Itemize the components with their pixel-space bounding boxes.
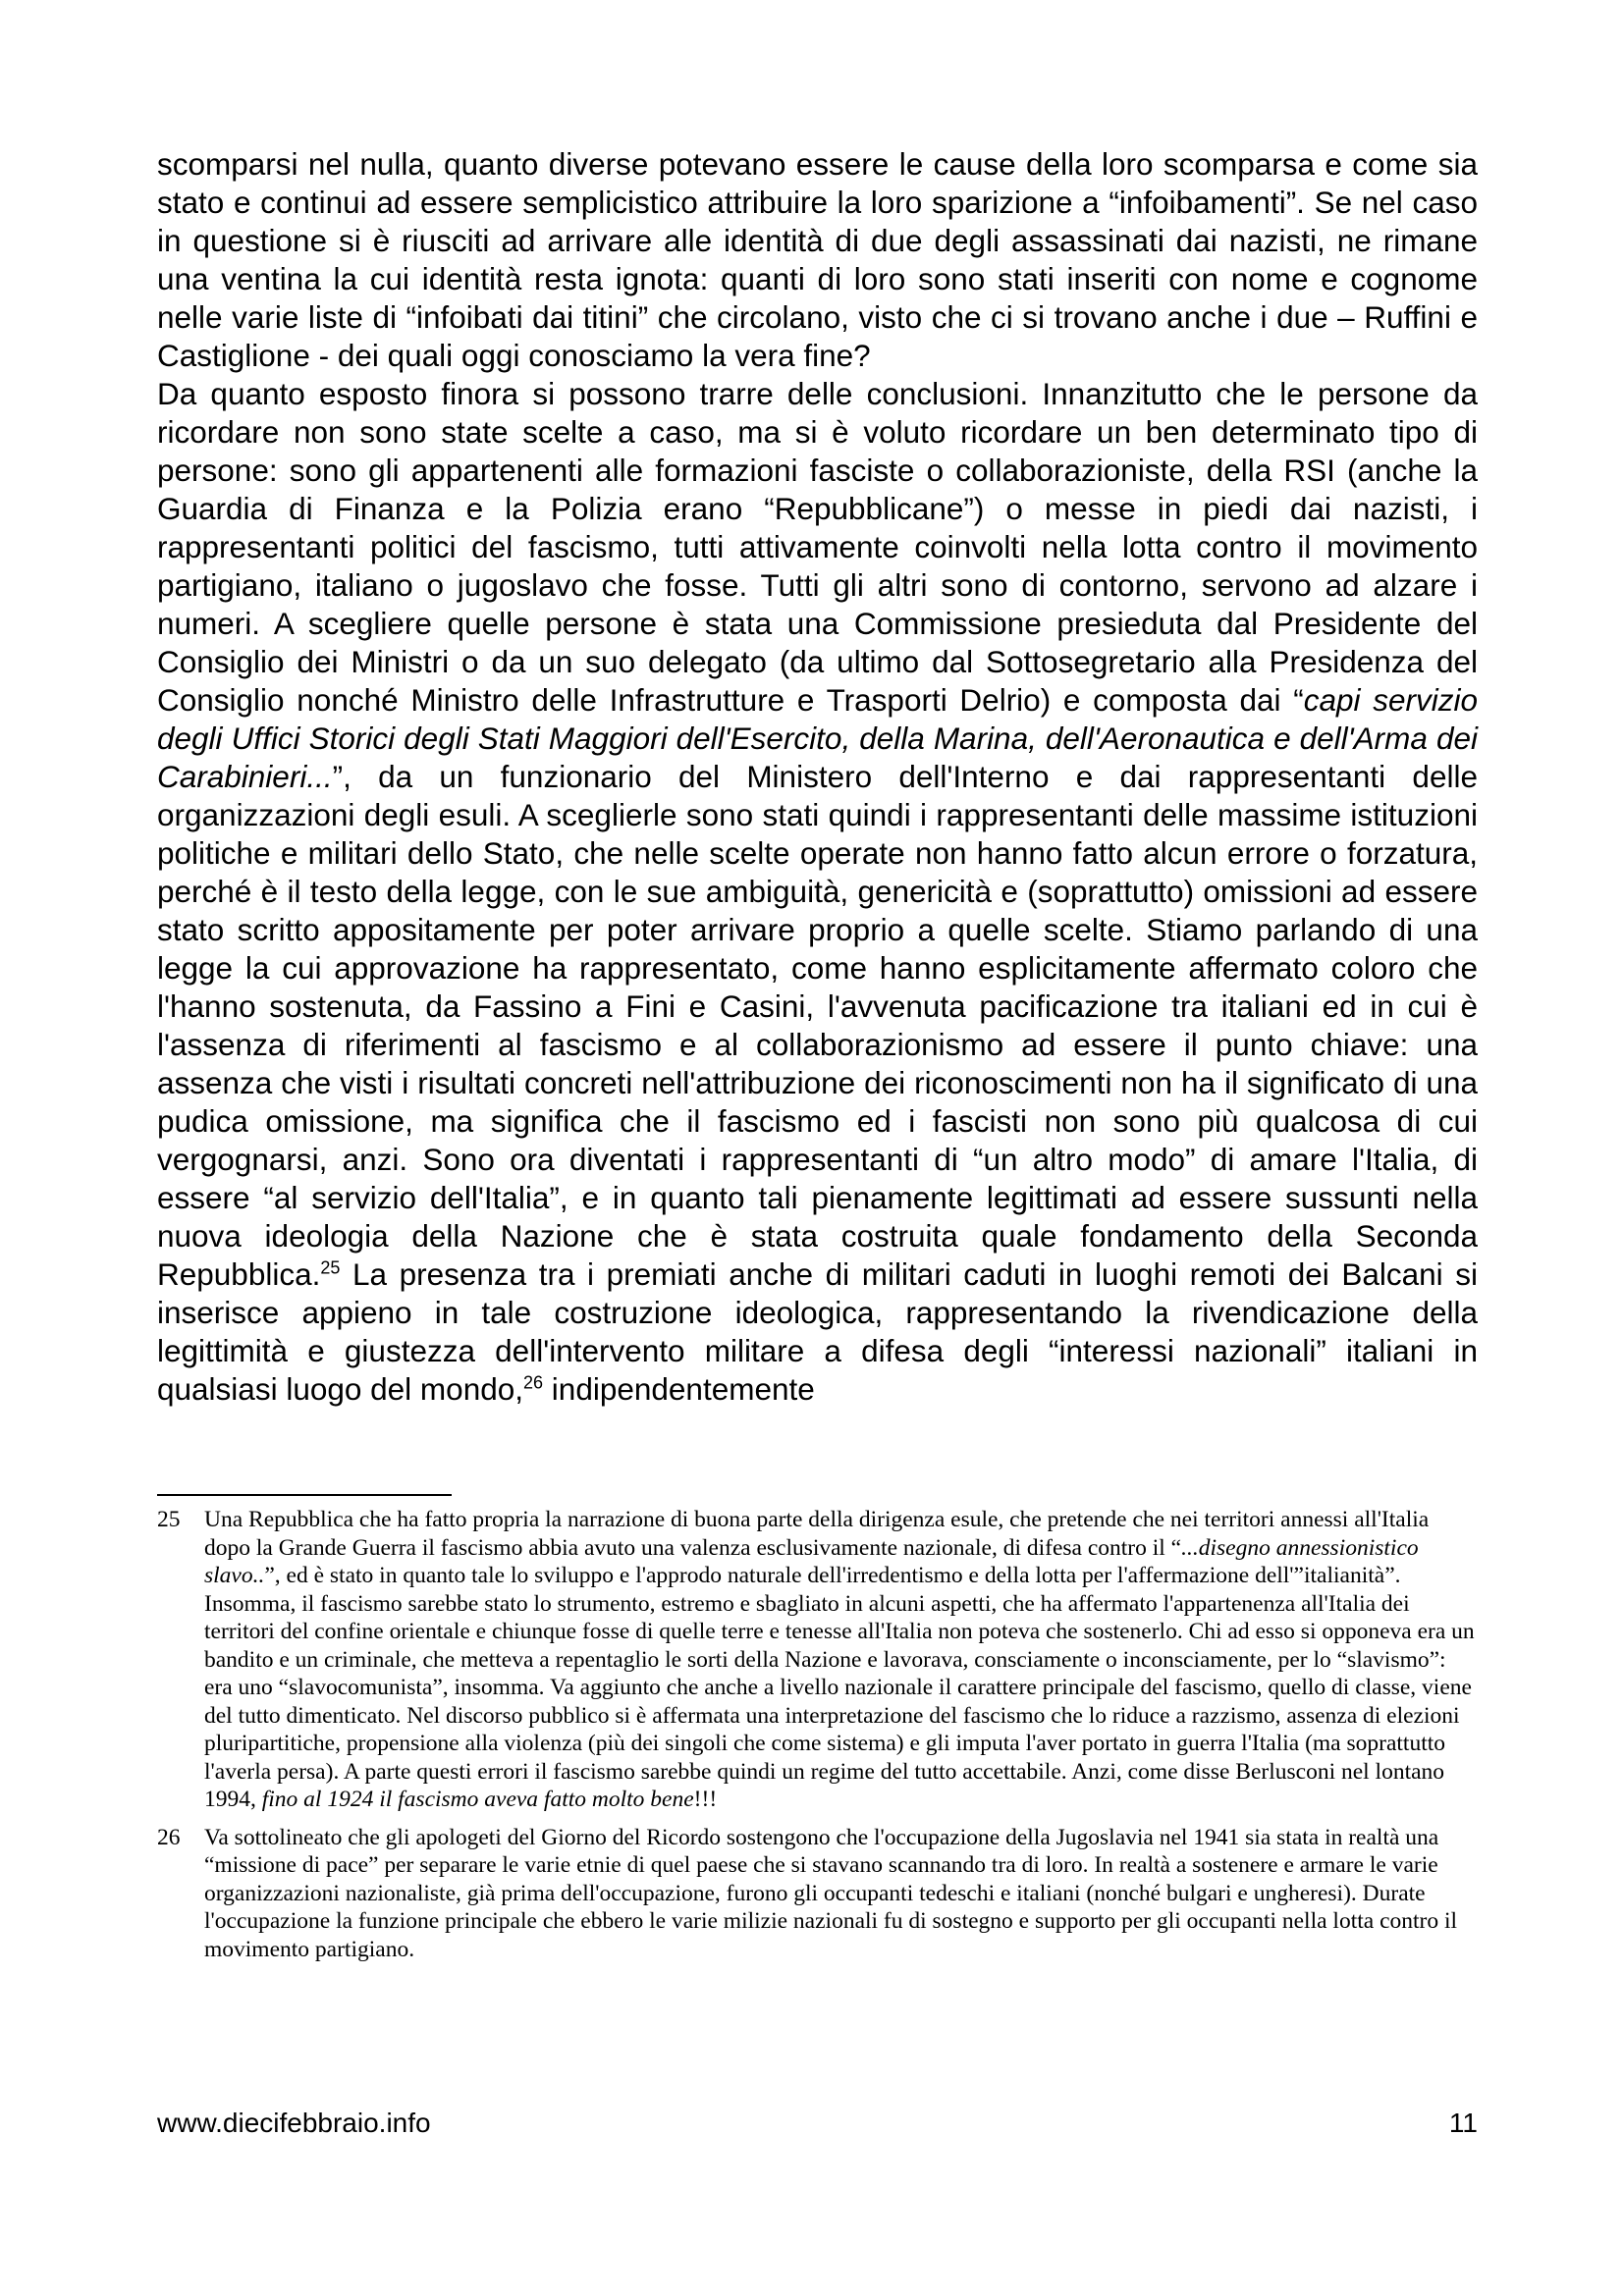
footnote-25-part-c: !!!	[693, 1787, 718, 1812]
paragraph-2-part-c: La presenza tra i premiati anche di militari caduti in luoghi remoti dei Balcani si inserisce appieno in tale costruzione ideologica, rappresentando la rivendicazione della legittimità e giustezza dell'intervento militare a difesa degli “interessi nazionali” italiani in qualsiasi luogo del mondo,	[157, 1256, 1478, 1407]
footnote-25-part-a: Una Repubblica che ha fatto propria la narrazione di buona parte della dirigenza esule, che pretende che nei territori annessi all'Italia dopo la Grande Guerra il fascismo abbia avuto una valenza esclusivamente nazionale, di difesa contro il “	[204, 1507, 1430, 1561]
paragraph-2-part-a: Da quanto esposto finora si possono trarre delle conclusioni. Innanzitutto che le persone da ricordare non sono state scelte a caso, ma si è voluto ricordare un ben determinato tipo di persone: sono gli appartenenti alle formazioni fasciste o collaborazioniste, della RSI (anche la Guardia di Finanza e la Polizia erano “Repubblicane”) o messe in piedi dai nazisti, i rappresentanti politici del fascismo, tutti attivamente coinvolti nella lotta contro il movimento partigiano, italiano o jugoslavo che fosse. Tutti gli altri sono di contorno, servono ad alzare i numeri. A scegliere quelle persone è stata una Commissione presieduta dal Presidente del Consiglio dei Ministri o da un suo delegato (da ultimo dal Sottosegretario alla Presidenza del Consiglio nonché Ministro delle Infrastrutture e Trasporti Delrio) e composta dai “	[157, 376, 1478, 718]
footnote-number: 26	[157, 1824, 181, 1850]
page-number: 11	[1448, 2108, 1478, 2138]
footnote-25-berlusconi-quote: fino al 1924 il fascismo aveva fatto molto bene	[261, 1787, 694, 1812]
footnote-text	[204, 1506, 1478, 1814]
quoted-commission-members: capi servizio degli Uffici Storici degli Stati Maggiori dell'Esercito, della Marina, dell'Aeronautica e dell'Arma dei Carabinieri...	[157, 682, 1478, 794]
footnote-number: 25	[157, 1507, 181, 1532]
footnote-ref-26[interactable]: 26	[523, 1372, 544, 1393]
footnote-25-part-b: ”, ed è stato in quanto tale lo sviluppo e l'approdo naturale dell'irredentismo e della lotta per l'affermazione dell'”italianità”. Insomma, il fascismo sarebbe stato lo strumento, estremo e sbagliato in alcuni aspetti, che ha affermato l'appartenenza all'Italia dei territori del confine orientale e chiunque fosse di quelle terre e tenesse all'Italia non poteva che sostenerlo. Chi ad esso si opponeva era un bandito e un criminale, che metteva a repentaglio le sorti della Nazione e lavorava, consciamente o inconsciamente, per lo “slavismo”: era uno “slavocomunista”, insomma. Va aggiunto che anche a livello nazionale il carattere principale del fascismo, quello di classe, viene del tutto dimenticato. Nel discorso pubblico si è affermata una interpretazione del fascismo che lo riduce a razzismo, assenza di elezioni pluripartitiche, propensione alla violenza (più dei singoli che come sistema) e gli imputa l'aver portato in guerra l'Italia (ma soprattutto l'averla persa). A parte questi errori il fascismo sarebbe quindi un regime del tutto accettabile. Anzi, come disse Berlusconi nel lontano 1994,	[204, 1563, 1475, 1812]
footer-website-link[interactable]: www.diecifebbraio.info	[157, 2108, 431, 2138]
footnotes	[157, 1506, 1478, 1973]
footnote-25	[157, 1506, 1478, 1814]
paragraph-2-part-b: ”, da un funzionario del Ministero dell'Interno e dai rappresentanti delle organizzazioni degli esuli. A sceglierle sono stati quindi i rappresentanti delle massime istituzioni politiche e militari dello Stato, che nelle scelte operate non hanno fatto alcun errore o forzatura, perché è il testo della legge, con le sue ambiguità, genericità e (soprattutto) omissioni ad essere stato scritto appositamente per poter arrivare proprio a quelle scelte. Stiamo parlando di una legge la cui approvazione ha rappresentato, come hanno esplicitamente affermato coloro che l'hanno sostenuta, da Fassino a Fini e Casini, l'avvenuta pacificazione tra italiani ed in cui è l'assenza di riferimenti al fascismo e al collaborazionismo ad essere il punto chiave: una assenza che visti i risultati concreti nell'attribuzione dei riconoscimenti non ha il significato di una pudica omissione, ma significa che il fascismo ed i fascisti non sono più qualcosa di cui vergognarsi, anzi. Sono ora diventati i rappresentanti di “un altro modo” di amare l'Italia, di essere “al servizio dell'Italia”, e in quanto tali pienamente legittimati ad essere sussunti nella nuova ideologia della Nazione che è stata costruita quale fondamento della Seconda Repubblica.	[157, 759, 1478, 1292]
paragraph-1: scomparsi nel nulla, quanto diverse potevano essere le cause della loro scomparsa e come sia stato e continui ad essere semplicistico attribuire la loro sparizione a “infoibamenti”. Se nel caso in questione si è riusciti ad arrivare alle identità di due degli assassinati dai nazisti, ne rimane una ventina la cui identità resta ignota: quanti di loro sono stati inseriti con nome e cognome nelle varie liste di “infoibati dai titini” che circolano, visto che ci si trovano anche i due – Ruffini e Castiglione - dei quali oggi conosciamo la vera fine?	[157, 146, 1478, 373]
footnote-26	[157, 1824, 1478, 1964]
footnote-ref-25[interactable]: 25	[320, 1257, 341, 1278]
paragraph-2-part-d: indipendentemente	[543, 1371, 815, 1407]
paragraph-2	[157, 375, 1478, 1409]
footnote-separator	[157, 1494, 452, 1496]
page-footer	[157, 2107, 1478, 2140]
body-text	[157, 145, 1478, 1409]
page-body	[157, 145, 1478, 1409]
footnote-text: Va sottolineato che gli apologeti del Giorno del Ricordo sostengono che l'occupazione della Jugoslavia nel 1941 sia stata in realtà una “missione di pace” per separare le varie etnie di quel paese che si stavano scannando tra di loro. In realtà a sostenere e armare le varie organizzazioni nazionaliste, già prima dell'occupazione, furono gli occupanti tedeschi e italiani (nonché bulgari e ungheresi). Durate l'occupazione la funzione principale che ebbero le varie milizie nazionali fu di sostegno e supporto per gli occupanti nella lotta contro il movimento partigiano.	[204, 1824, 1458, 1962]
footnote-25-quote: ...disegno annessionistico slavo..	[204, 1534, 1419, 1588]
